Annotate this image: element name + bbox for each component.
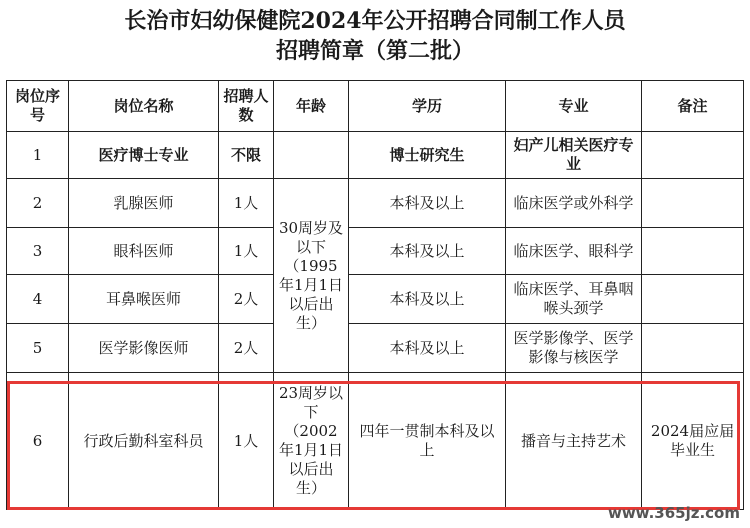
cell-note (642, 324, 744, 373)
cell-name: 眼科医师 (69, 228, 219, 275)
cell-name: 耳鼻喉医师 (69, 275, 219, 324)
cell-major: 临床医学或外科学 (506, 179, 642, 228)
cell-count: 不限 (219, 132, 274, 179)
header-count: 招聘人数 (219, 81, 274, 132)
cell-count: 2人 (219, 275, 274, 324)
table-row (7, 324, 744, 373)
header-edu: 学历 (349, 81, 506, 132)
header-major: 专业 (506, 81, 642, 132)
title-line-2: 招聘简章（第二批） (275, 38, 474, 64)
cell-edu: 本科及以上 (349, 179, 506, 228)
cell-count: 1人 (219, 228, 274, 275)
cell-seq: 2 (7, 179, 69, 228)
cell-seq: 6 (7, 373, 69, 510)
title-line-1: 长治市妇幼保健院2024年公开招聘合同制工作人员 (124, 8, 626, 34)
cell-major: 播音与主持艺术 (506, 373, 642, 510)
watermark: www.365jz.com (607, 504, 740, 522)
cell-note (642, 179, 744, 228)
header-row (7, 81, 744, 132)
cell-count: 1人 (219, 373, 274, 510)
cell-edu: 本科及以上 (349, 228, 506, 275)
cell-edu: 博士研究生 (349, 132, 506, 179)
header-age: 年龄 (274, 81, 349, 132)
cell-major: 妇产儿相关医疗专业 (506, 132, 642, 179)
cell-count: 2人 (219, 324, 274, 373)
cell-name: 乳腺医师 (69, 179, 219, 228)
cell-major: 临床医学、耳鼻咽喉头颈学 (506, 275, 642, 324)
cell-edu: 四年一贯制本科及以上 (349, 373, 506, 510)
table-row (7, 179, 744, 228)
cell-edu: 本科及以上 (349, 324, 506, 373)
cell-name: 行政后勤科室科员 (69, 373, 219, 510)
cell-count: 1人 (219, 179, 274, 228)
header-seq: 岗位序号 (7, 81, 69, 132)
page-title (0, 6, 750, 66)
recruitment-table (6, 80, 744, 510)
table-row-highlighted (7, 373, 744, 510)
cell-seq: 1 (7, 132, 69, 179)
cell-name: 医疗博士专业 (69, 132, 219, 179)
cell-note (642, 132, 744, 179)
cell-age-empty (274, 132, 349, 179)
cell-seq: 5 (7, 324, 69, 373)
table-row (7, 228, 744, 275)
table-row (7, 275, 744, 324)
cell-note (642, 228, 744, 275)
cell-seq: 4 (7, 275, 69, 324)
cell-age: 23周岁以下（2002年1月1日以后出生） (274, 373, 349, 510)
cell-age-merged: 30周岁及以下（1995年1月1日以后出生） (274, 179, 349, 373)
cell-major: 医学影像学、医学影像与核医学 (506, 324, 642, 373)
cell-major: 临床医学、眼科学 (506, 228, 642, 275)
cell-note (642, 275, 744, 324)
cell-note: 2024届应届毕业生 (642, 373, 744, 510)
header-name: 岗位名称 (69, 81, 219, 132)
cell-name: 医学影像医师 (69, 324, 219, 373)
table-row (7, 132, 744, 179)
header-note: 备注 (642, 81, 744, 132)
cell-seq: 3 (7, 228, 69, 275)
cell-edu: 本科及以上 (349, 275, 506, 324)
